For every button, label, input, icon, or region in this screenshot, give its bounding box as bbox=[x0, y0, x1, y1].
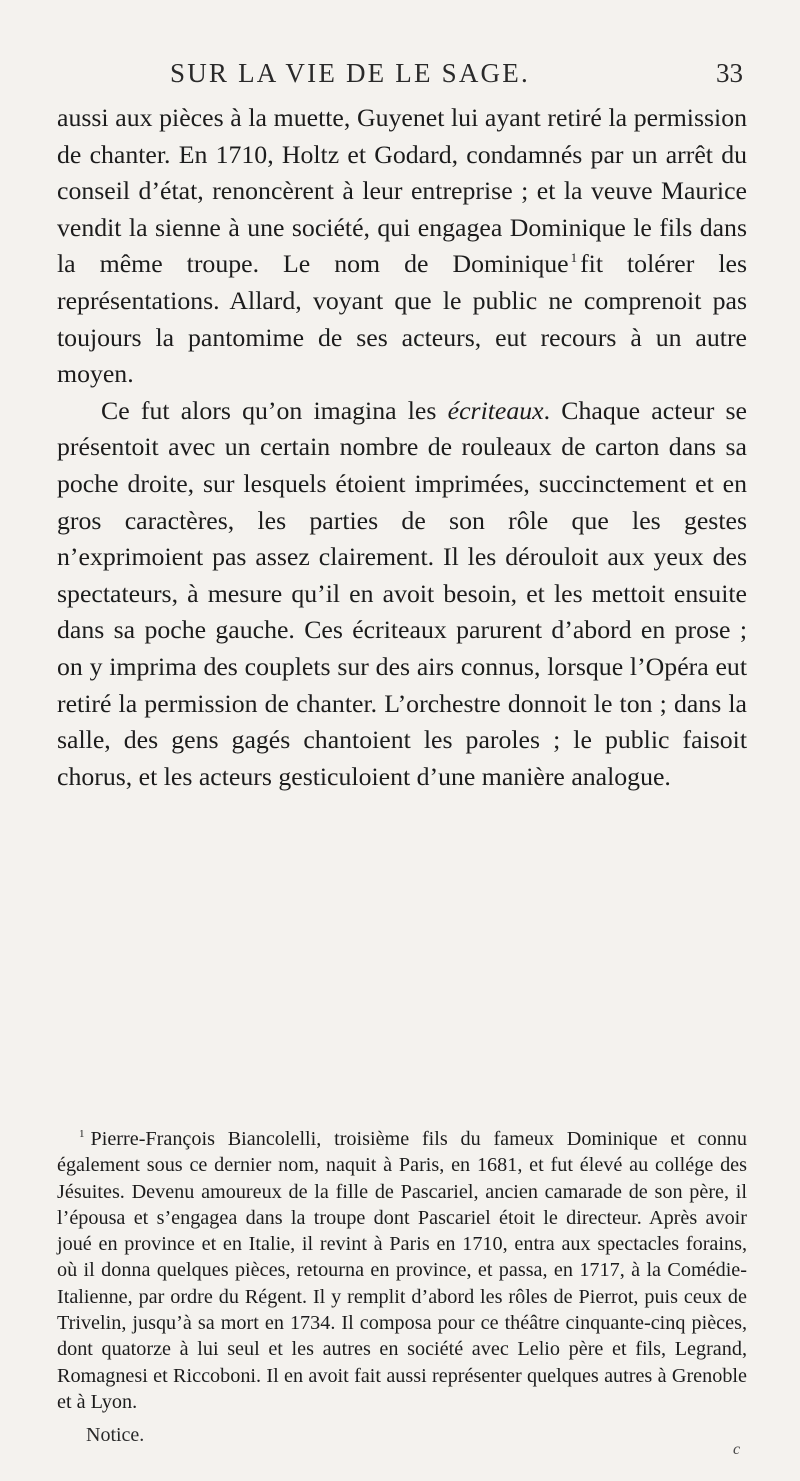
running-head bbox=[0, 58, 800, 98]
main-text bbox=[57, 100, 747, 795]
signature-mark: c bbox=[733, 1441, 741, 1458]
running-title: SUR LA VIE DE LE SAGE. bbox=[170, 58, 530, 88]
paragraph-2-text-b: . Chaque acteur se présentoit avec un certain nombre de rouleaux de carton dans sa poche droite, sur lesquels étoient imprimées, succinctement et en gros caractères, les parties de son rôle que les gestes n’exprimoient pas assez clairement. Il les dérouloit aux yeux des spectateurs, à mesure qu’il en avoit besoin, et les mettoit ensuite dans sa poche gauche. Ces écriteaux parurent d’abord en prose ; on y imprima des couplets sur des airs connus, lorsque l’Opéra eut retiré la permission de chanter. L’orchestre donnoit le ton ; dans la salle, des gens gagés chantoient les paroles ; le public faisoit chorus, et les acteurs gesticuloient d’une manière analogue. bbox=[57, 395, 748, 791]
footnote bbox=[57, 1126, 747, 1415]
footnote-text: Pierre-François Biancolelli, troisième fils du fameux Dominique et connu également sous ce dernier nom, naquit à Paris, en 1681, et fut élevé au collége des Jésuites. Devenu amoureux de la fille de Pascariel, ancien camarade de son père, il l’épousa et s’engagea dans la troupe dont Pascariel étoit le directeur. Après avoir joué en province et en Italie, il revint à Paris en 1710, entra aux spectacles forains, où il donna quelques pièces, retourna en province, et passa, en 1717, à la Comédie-Italienne, par ordre du Régent. Il y remplit d’abord les rôles de Pierrot, puis ceux de Trivelin, jusqu’à sa mort en 1734. Il composa pour ce théâtre cinquante-cinq pièces, dont quatorze à lui seul et les autres en société avec Lelio père et fils, Legrand, Romagnesi et Riccoboni. Il en avoit fait aussi représenter quelques autres à Grenoble et à Lyon. bbox=[57, 1128, 747, 1413]
paragraph-2 bbox=[57, 393, 747, 796]
footnote-reference: 1 bbox=[570, 250, 578, 266]
signature-label: Notice. bbox=[86, 1424, 145, 1446]
paragraph-1 bbox=[57, 100, 747, 393]
paragraph-1-text-b: fit tolérer les représentations. Allard, voyant que le public ne comprenoit pas toujours la pantomime de ses acteurs, eut recours à un autre moyen. bbox=[57, 249, 747, 389]
footnote-paragraph bbox=[57, 1126, 747, 1415]
paragraph-1-text-a: aussi aux pièces à la muette, Guyenet lui ayant retiré la permission de chanter. En 1710, Holtz et Godard, condamnés par un arrêt du conseil d’état, renoncèrent à leur entreprise ; et la veuve Maurice vendit la sienne à une société, qui engagea Dominique le fils dans la même troupe. Le nom de Dominique bbox=[57, 103, 747, 279]
footnote-mark: 1 bbox=[79, 1128, 85, 1140]
paragraph-2-text-a: Ce fut alors qu’on imagina les bbox=[101, 395, 437, 425]
page-number: 33 bbox=[716, 58, 743, 88]
emphasized-term: écriteaux bbox=[447, 395, 544, 425]
